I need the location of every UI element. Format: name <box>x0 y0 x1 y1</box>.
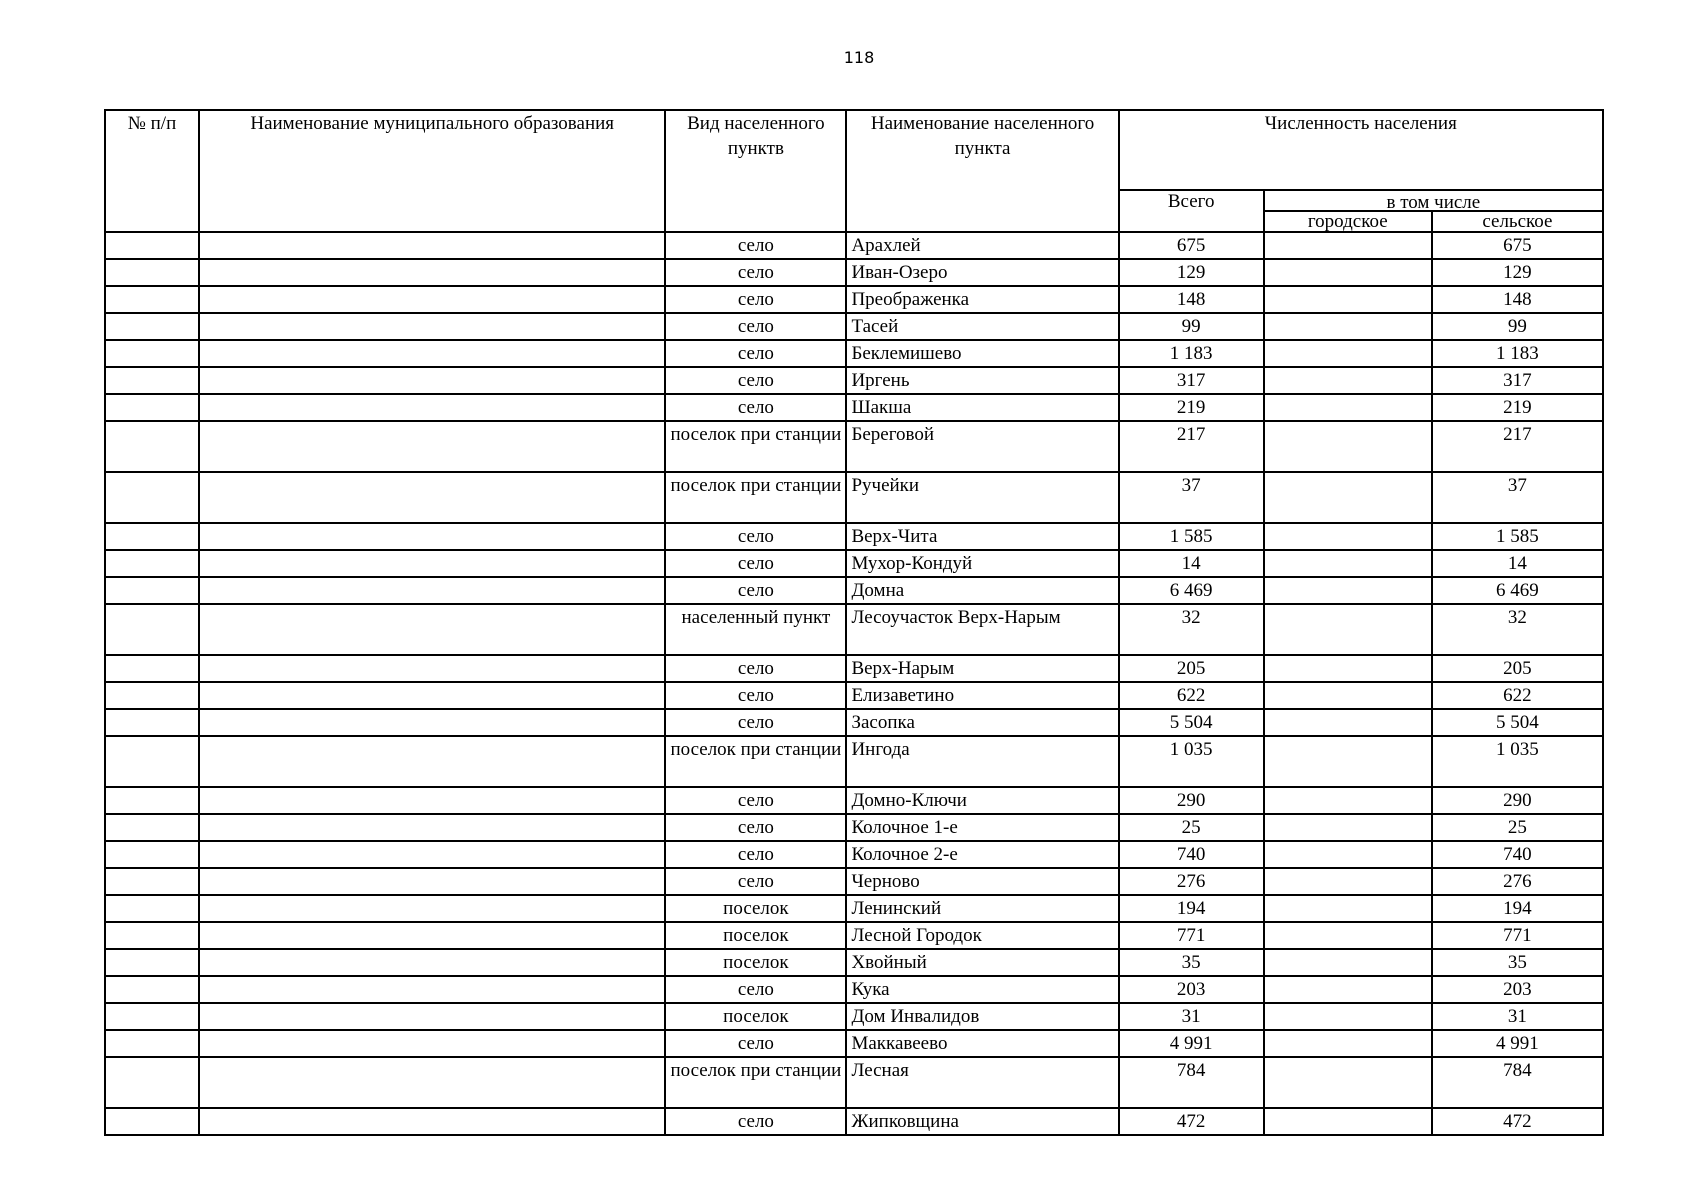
table-row <box>105 1108 1603 1135</box>
settlement-type-cell: село <box>665 709 846 736</box>
municipality-cell <box>199 949 665 976</box>
settlement-type-cell: село <box>665 577 846 604</box>
table-row <box>105 682 1603 709</box>
municipality-cell <box>199 895 665 922</box>
page-number: 118 <box>843 48 875 67</box>
municipality-cell <box>199 922 665 949</box>
settlement-type-cell: поселок при станции <box>665 1057 846 1108</box>
population-urban-cell <box>1264 787 1432 814</box>
table-row <box>105 736 1603 787</box>
settlement-name-cell: Черново <box>846 868 1118 895</box>
municipality-cell <box>199 1030 665 1057</box>
population-rural-cell: 99 <box>1432 313 1603 340</box>
population-urban-cell <box>1264 1108 1432 1135</box>
population-urban-cell <box>1264 577 1432 604</box>
population-total-cell: 6 469 <box>1119 577 1264 604</box>
num-cell <box>105 577 199 604</box>
settlement-name-cell: Ингода <box>846 736 1118 787</box>
num-cell <box>105 976 199 1003</box>
header-number: № п/п <box>105 110 199 232</box>
table-header <box>105 110 1603 232</box>
settlement-type-cell: село <box>665 976 846 1003</box>
settlement-name-cell: Мухор-Кондуй <box>846 550 1118 577</box>
table-row <box>105 604 1603 655</box>
municipality-cell <box>199 841 665 868</box>
population-urban-cell <box>1264 523 1432 550</box>
settlement-type-cell: село <box>665 367 846 394</box>
municipality-cell <box>199 1108 665 1135</box>
population-rural-cell: 217 <box>1432 421 1603 472</box>
table-row <box>105 286 1603 313</box>
population-urban-cell <box>1264 259 1432 286</box>
municipality-cell <box>199 523 665 550</box>
population-urban-cell <box>1264 841 1432 868</box>
population-rural-cell: 25 <box>1432 814 1603 841</box>
municipality-cell <box>199 709 665 736</box>
municipality-cell <box>199 787 665 814</box>
header-population: Численность населения <box>1119 110 1603 190</box>
population-urban-cell <box>1264 286 1432 313</box>
population-total-cell: 4 991 <box>1119 1030 1264 1057</box>
settlement-name-cell: Ручейки <box>846 472 1118 523</box>
population-rural-cell: 740 <box>1432 841 1603 868</box>
settlement-type-cell: село <box>665 1108 846 1135</box>
num-cell <box>105 340 199 367</box>
table-row <box>105 868 1603 895</box>
municipality-cell <box>199 577 665 604</box>
population-urban-cell <box>1264 976 1432 1003</box>
table-row <box>105 523 1603 550</box>
header-rural: сельское <box>1432 211 1603 232</box>
table-row <box>105 976 1603 1003</box>
municipality-cell <box>199 814 665 841</box>
settlement-name-cell: Ленинский <box>846 895 1118 922</box>
population-urban-cell <box>1264 814 1432 841</box>
population-urban-cell <box>1264 472 1432 523</box>
table-row <box>105 1030 1603 1057</box>
num-cell <box>105 922 199 949</box>
settlement-name-cell: Верх-Нарым <box>846 655 1118 682</box>
num-cell <box>105 523 199 550</box>
population-rural-cell: 205 <box>1432 655 1603 682</box>
settlement-name-cell: Хвойный <box>846 949 1118 976</box>
num-cell <box>105 394 199 421</box>
population-rural-cell: 14 <box>1432 550 1603 577</box>
num-cell <box>105 868 199 895</box>
population-rural-cell: 37 <box>1432 472 1603 523</box>
settlement-type-cell: поселок при станции <box>665 421 846 472</box>
num-cell <box>105 895 199 922</box>
settlement-type-cell: село <box>665 814 846 841</box>
population-rural-cell: 5 504 <box>1432 709 1603 736</box>
settlement-type-cell: село <box>665 682 846 709</box>
population-rural-cell: 203 <box>1432 976 1603 1003</box>
settlement-type-cell: населенный пункт <box>665 604 846 655</box>
settlement-type-cell: село <box>665 868 846 895</box>
population-total-cell: 675 <box>1119 232 1264 259</box>
table-row <box>105 895 1603 922</box>
settlement-type-cell: село <box>665 286 846 313</box>
population-urban-cell <box>1264 550 1432 577</box>
population-urban-cell <box>1264 1003 1432 1030</box>
population-total-cell: 1 035 <box>1119 736 1264 787</box>
population-rural-cell: 32 <box>1432 604 1603 655</box>
settlement-name-cell: Домна <box>846 577 1118 604</box>
population-total-cell: 129 <box>1119 259 1264 286</box>
table-row <box>105 472 1603 523</box>
settlement-type-cell: поселок при станции <box>665 472 846 523</box>
table-row <box>105 232 1603 259</box>
num-cell <box>105 787 199 814</box>
settlement-type-cell: село <box>665 1030 846 1057</box>
population-rural-cell: 148 <box>1432 286 1603 313</box>
settlement-name-cell: Лесная <box>846 1057 1118 1108</box>
header-including: в том числе <box>1264 190 1603 211</box>
population-rural-cell: 1 183 <box>1432 340 1603 367</box>
num-cell <box>105 709 199 736</box>
num-cell <box>105 1003 199 1030</box>
municipality-cell <box>199 604 665 655</box>
population-total-cell: 25 <box>1119 814 1264 841</box>
num-cell <box>105 1108 199 1135</box>
population-rural-cell: 771 <box>1432 922 1603 949</box>
population-urban-cell <box>1264 232 1432 259</box>
settlement-type-cell: поселок <box>665 922 846 949</box>
num-cell <box>105 736 199 787</box>
settlement-type-cell: село <box>665 340 846 367</box>
settlement-type-cell: село <box>665 787 846 814</box>
municipality-cell <box>199 1057 665 1108</box>
settlement-name-cell: Колочное 1-е <box>846 814 1118 841</box>
settlement-type-cell: поселок <box>665 1003 846 1030</box>
municipality-cell <box>199 421 665 472</box>
header-urban: городское <box>1264 211 1432 232</box>
settlement-type-cell: село <box>665 655 846 682</box>
population-total-cell: 32 <box>1119 604 1264 655</box>
table-row <box>105 367 1603 394</box>
population-total-cell: 771 <box>1119 922 1264 949</box>
population-urban-cell <box>1264 736 1432 787</box>
population-rural-cell: 675 <box>1432 232 1603 259</box>
population-total-cell: 217 <box>1119 421 1264 472</box>
settlement-name-cell: Преображенка <box>846 286 1118 313</box>
population-urban-cell <box>1264 949 1432 976</box>
table-row <box>105 949 1603 976</box>
municipality-cell <box>199 313 665 340</box>
population-urban-cell <box>1264 340 1432 367</box>
settlement-name-cell: Кука <box>846 976 1118 1003</box>
settlement-name-cell: Береговой <box>846 421 1118 472</box>
settlement-name-cell: Шакша <box>846 394 1118 421</box>
population-rural-cell: 35 <box>1432 949 1603 976</box>
population-total-cell: 205 <box>1119 655 1264 682</box>
table-row <box>105 922 1603 949</box>
population-rural-cell: 290 <box>1432 787 1603 814</box>
population-total-cell: 35 <box>1119 949 1264 976</box>
num-cell <box>105 286 199 313</box>
population-total-cell: 1 183 <box>1119 340 1264 367</box>
settlement-name-cell: Засопка <box>846 709 1118 736</box>
population-total-cell: 276 <box>1119 868 1264 895</box>
num-cell <box>105 421 199 472</box>
settlement-type-cell: село <box>665 550 846 577</box>
table-row <box>105 655 1603 682</box>
population-total-cell: 31 <box>1119 1003 1264 1030</box>
population-urban-cell <box>1264 394 1432 421</box>
population-total-cell: 784 <box>1119 1057 1264 1108</box>
header-settlement-type: Вид населенного пунктв <box>665 110 846 232</box>
settlement-type-cell: село <box>665 523 846 550</box>
settlement-name-cell: Иргень <box>846 367 1118 394</box>
population-rural-cell: 472 <box>1432 1108 1603 1135</box>
settlement-name-cell: Иван-Озеро <box>846 259 1118 286</box>
population-urban-cell <box>1264 682 1432 709</box>
num-cell <box>105 313 199 340</box>
settlement-type-cell: село <box>665 394 846 421</box>
num-cell <box>105 1057 199 1108</box>
table-row <box>105 787 1603 814</box>
population-rural-cell: 317 <box>1432 367 1603 394</box>
settlement-name-cell: Беклемишево <box>846 340 1118 367</box>
settlement-name-cell: Арахлей <box>846 232 1118 259</box>
municipality-cell <box>199 340 665 367</box>
settlement-type-cell: село <box>665 232 846 259</box>
num-cell <box>105 814 199 841</box>
population-total-cell: 14 <box>1119 550 1264 577</box>
settlement-name-cell: Колочное 2-е <box>846 841 1118 868</box>
num-cell <box>105 367 199 394</box>
num-cell <box>105 655 199 682</box>
population-rural-cell: 6 469 <box>1432 577 1603 604</box>
settlement-name-cell: Лесоучасток Верх-Нарым <box>846 604 1118 655</box>
table-row <box>105 313 1603 340</box>
population-rural-cell: 31 <box>1432 1003 1603 1030</box>
num-cell <box>105 949 199 976</box>
population-total-cell: 99 <box>1119 313 1264 340</box>
num-cell <box>105 1030 199 1057</box>
population-rural-cell: 4 991 <box>1432 1030 1603 1057</box>
table-row <box>105 814 1603 841</box>
settlement-type-cell: село <box>665 841 846 868</box>
population-total-cell: 203 <box>1119 976 1264 1003</box>
table-row <box>105 577 1603 604</box>
population-urban-cell <box>1264 868 1432 895</box>
population-rural-cell: 276 <box>1432 868 1603 895</box>
municipality-cell <box>199 868 665 895</box>
settlement-type-cell: село <box>665 259 846 286</box>
population-total-cell: 219 <box>1119 394 1264 421</box>
table-row <box>105 259 1603 286</box>
population-total-cell: 1 585 <box>1119 523 1264 550</box>
table-row <box>105 394 1603 421</box>
municipality-cell <box>199 1003 665 1030</box>
num-cell <box>105 604 199 655</box>
table-row <box>105 1003 1603 1030</box>
municipality-cell <box>199 394 665 421</box>
settlement-name-cell: Верх-Чита <box>846 523 1118 550</box>
municipality-cell <box>199 736 665 787</box>
settlement-name-cell: Жипковщина <box>846 1108 1118 1135</box>
population-rural-cell: 194 <box>1432 895 1603 922</box>
population-total-cell: 194 <box>1119 895 1264 922</box>
population-urban-cell <box>1264 421 1432 472</box>
population-total-cell: 317 <box>1119 367 1264 394</box>
num-cell <box>105 472 199 523</box>
settlement-name-cell: Маккавеево <box>846 1030 1118 1057</box>
num-cell <box>105 232 199 259</box>
municipality-cell <box>199 682 665 709</box>
num-cell <box>105 682 199 709</box>
municipality-cell <box>199 232 665 259</box>
municipality-cell <box>199 286 665 313</box>
settlement-type-cell: село <box>665 313 846 340</box>
table-row <box>105 1057 1603 1108</box>
municipality-cell <box>199 367 665 394</box>
settlement-type-cell: поселок <box>665 949 846 976</box>
population-total-cell: 622 <box>1119 682 1264 709</box>
population-urban-cell <box>1264 313 1432 340</box>
table-row <box>105 340 1603 367</box>
settlement-type-cell: поселок при станции <box>665 736 846 787</box>
population-rural-cell: 129 <box>1432 259 1603 286</box>
population-total-cell: 37 <box>1119 472 1264 523</box>
header-total: Всего <box>1119 190 1264 232</box>
population-rural-cell: 1 585 <box>1432 523 1603 550</box>
population-urban-cell <box>1264 1030 1432 1057</box>
header-settlement-name: Наименование населенного пункта <box>846 110 1118 232</box>
population-rural-cell: 219 <box>1432 394 1603 421</box>
municipality-cell <box>199 472 665 523</box>
population-urban-cell <box>1264 604 1432 655</box>
population-total-cell: 472 <box>1119 1108 1264 1135</box>
population-total-cell: 5 504 <box>1119 709 1264 736</box>
population-rural-cell: 1 035 <box>1432 736 1603 787</box>
population-total-cell: 290 <box>1119 787 1264 814</box>
num-cell <box>105 259 199 286</box>
municipality-cell <box>199 550 665 577</box>
header-municipality: Наименование муниципального образования <box>199 110 665 232</box>
population-total-cell: 148 <box>1119 286 1264 313</box>
num-cell <box>105 841 199 868</box>
num-cell <box>105 550 199 577</box>
settlement-type-cell: поселок <box>665 895 846 922</box>
settlement-name-cell: Тасей <box>846 313 1118 340</box>
settlement-name-cell: Домно-Ключи <box>846 787 1118 814</box>
table-row <box>105 709 1603 736</box>
population-rural-cell: 784 <box>1432 1057 1603 1108</box>
table-row <box>105 421 1603 472</box>
municipality-cell <box>199 655 665 682</box>
settlement-name-cell: Лесной Городок <box>846 922 1118 949</box>
population-urban-cell <box>1264 922 1432 949</box>
table-row <box>105 550 1603 577</box>
population-urban-cell <box>1264 1057 1432 1108</box>
population-urban-cell <box>1264 709 1432 736</box>
municipality-cell <box>199 259 665 286</box>
population-total-cell: 740 <box>1119 841 1264 868</box>
population-urban-cell <box>1264 895 1432 922</box>
population-urban-cell <box>1264 655 1432 682</box>
municipality-cell <box>199 976 665 1003</box>
table-row <box>105 841 1603 868</box>
population-rural-cell: 622 <box>1432 682 1603 709</box>
settlement-name-cell: Дом Инвалидов <box>846 1003 1118 1030</box>
population-table <box>104 109 1604 1136</box>
settlement-name-cell: Елизаветино <box>846 682 1118 709</box>
population-urban-cell <box>1264 367 1432 394</box>
table-body <box>105 232 1603 1135</box>
